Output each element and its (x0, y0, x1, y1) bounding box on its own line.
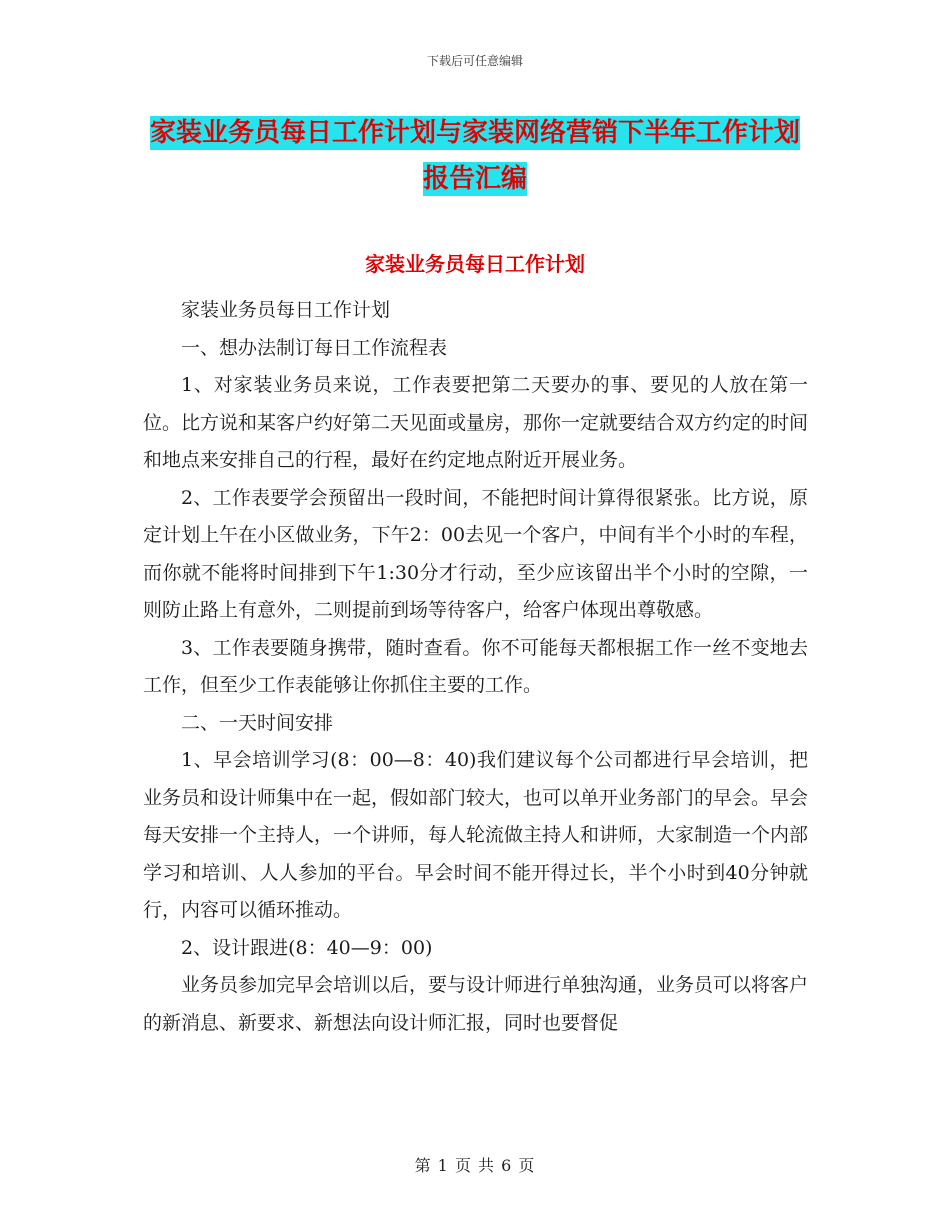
paragraph: 2、设计跟进(8：40—9：00) (181, 936, 433, 959)
paragraph: 业务员参加完早会培训以后，要与设计师进行单独沟通，业务员可以将客户的新消息、新要求、新想法向设计师汇报，同时也要督促 (143, 974, 809, 1034)
paragraph: 1、早会培训学习(8：00—8：40)我们建议每个公司都进行早会培训，把业务员和设计师集中在一起，假如部门较大，也可以单开业务部门的早会。早会每天安排一个主持人，一个讲师，每人轮流做主持人和讲师，大家制造一个内部学习和培训、人人参加的平台。早会时间不能开得过长，半个小时到40分钟就行，内容可以循环推动。 (143, 749, 809, 921)
document-title (150, 110, 800, 202)
document-body (143, 292, 808, 1042)
paragraph: 一、想办法制订每日工作流程表 (181, 336, 448, 359)
document-title-text: 家装业务员每日工作计划与家装网络营销下半年工作计划报告汇编 (150, 118, 801, 194)
header-note: 下载后可任意编辑 (426, 54, 523, 68)
paragraph: 2、工作表要学会预留出一段时间，不能把时间计算得很紧张。比方说，原定计划上午在小区做业务，下午2：00去见一个客户，中间有半个小时的车程，而你就不能将时间排到下午1:30分才行动，至少应该留出半个小时的空隙，一则防止路上有意外，二则提前到场等待客户，给客户体现出尊敬感。 (143, 486, 808, 621)
paragraph: 1、对家装业务员来说，工作表要把第二天要办的事、要见的人放在第一位。比方说和某客户约好第二天见面或量房，那你一定就要结合双方约定的时间和地点来安排自己的行程，最好在约定地点附近开展业务。 (143, 374, 809, 471)
paragraph: 二、一天时间安排 (181, 711, 334, 734)
section-title: 家装业务员每日工作计划 (365, 252, 585, 276)
page-number: 第 1 页 共 6 页 (414, 1156, 536, 1175)
paragraph: 3、工作表要随身携带，随时查看。你不可能每天都根据工作一丝不变地去工作，但至少工作表能够让你抓住主要的工作。 (143, 636, 808, 696)
paragraph: 家装业务员每日工作计划 (181, 299, 391, 321)
